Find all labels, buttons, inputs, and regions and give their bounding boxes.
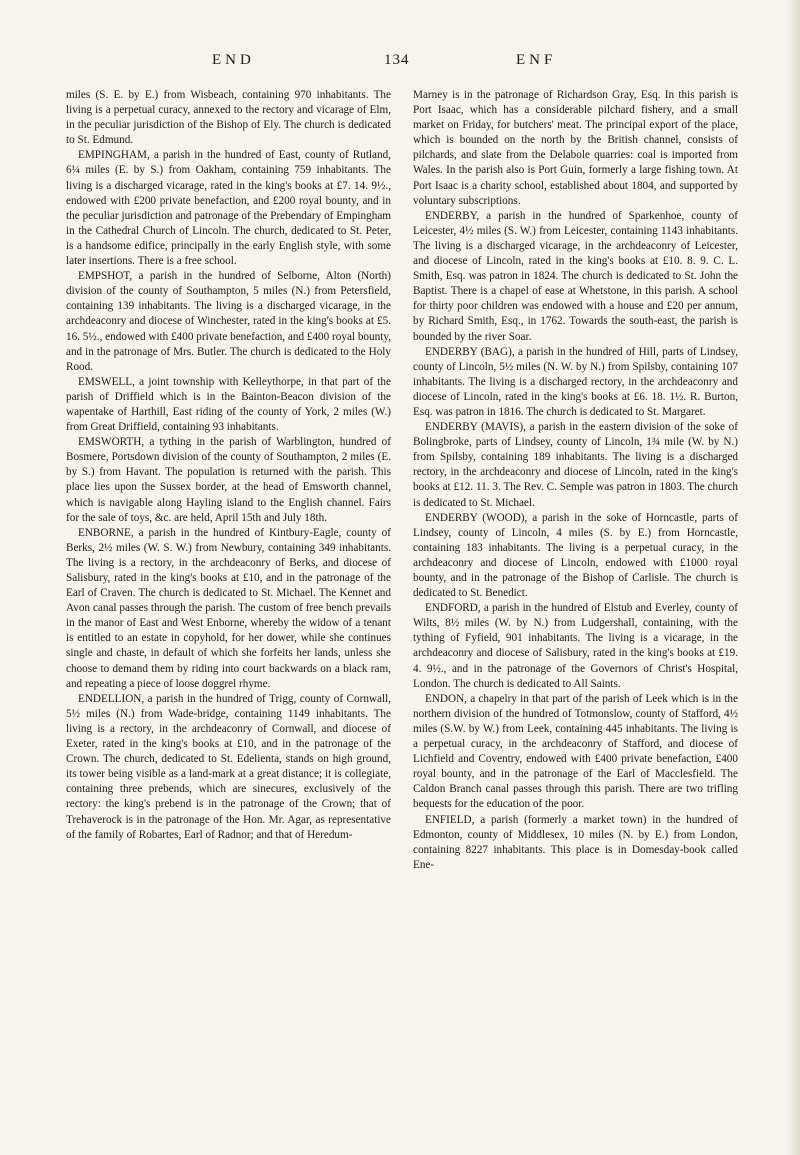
entry-empingham: EMPINGHAM, a parish in the hundred of East, county of Rutland, 6¼ miles (E. by S.) from Oakham, containing 759 inhabitants. The living is a discharged vicarage, rated in the king's books at £7. 14. 9½., endowed with £200 private benefaction, and £200 royal bounty, and in the peculiar jurisdiction and patronage of the Prebendary of Empingham in the Cathedral Church of Lincoln. The church, dedicated to St. Peter, is a handsome edifice, principally in the early English style, with some later insertions. There is a free school.	[66, 149, 391, 268]
entry-endford: ENDFORD, a parish in the hundred of Elstub and Everley, county of Wilts, 8½ miles (W. by N.) from Ludgershall, containing, with the tything of Fyfield, 901 inhabitants. The living is a vicarage, in the archdeaconry and diocese of Salisbury, rated in the king's books at £19. 4. 9½., and in the patronage of the Governors of Christ's Hospital, London. The church is dedicated to All Saints.	[413, 602, 738, 690]
entry-enderby-bag: ENDERBY (BAG), a parish in the hundred of Hill, parts of Lindsey, county of Lincoln, 5½ miles (N. W. by N.) from Spilsby, containing 107 inhabitants. The living is a discharged rectory, in the archdeaconry and diocese of Lincoln, rated in the king's books at £6. 18. 1½. R. Burton, Esq. was patron in 1816. The church is dedicated to St. Margaret.	[413, 345, 738, 418]
entry-enderby: ENDERBY, a parish in the hundred of Sparkenhoe, county of Leicester, 4½ miles (S. W.) from Leicester, containing 1143 inhabitants. The living is a discharged vicarage, in the archdeaconry of Leicester, and diocese of Lincoln, rated in the king's books at £10. 8. 9. C. L. Smith, Esq. was patron in 1824. The church is dedicated to St. John the Baptist. There is a chapel of ease at Whetstone, in this parish. A school for thirty poor children was endowed with a house and £20 per annum, by Richard Smith, Esq., in 1762. Towards the south-east, the parish is bounded by the river Soar.	[413, 209, 738, 343]
entry-emswell: EMSWELL, a joint township with Kelleythorpe, in that part of the parish of Driffield which is in the Bainton-Beacon division of the wapentake of Harthill, East riding of the county of York, 2 miles (W.) from Great Driffield, containing 93 inhabitants.	[66, 375, 391, 434]
running-header	[0, 52, 800, 76]
entry-paragraph: miles (S. E. by E.) from Wisbeach, containing 970 inhabitants. The living is a perpetual curacy, annexed to the rectory and vicarage of Elm, in the peculiar jurisdiction of the Bishop of Ely. The church is dedicated to St. Edmund.	[66, 89, 391, 147]
entry-endellion: ENDELLION, a parish in the hundred of Trigg, county of Cornwall, 5½ miles (N.) from Wade-bridge, containing 1149 inhabitants. The living is a rectory, in the archdeaconry of Cornwall, and diocese of Exeter, rated in the king's books at £10, and in the patronage of the Crown. The church, dedicated to St. Edelienta, stands on high ground, its tower being visible as a land-mark at a great distance; it is collegiate, containing three prebends, which are sinecures, exclusively of the rectory: the king's prebend is in the patronage of the Crown; that of Trehaverock is in the patronage of the Hon. Mr. Agar, as representative of the family of Robartes, Earl of Radnor; and that of Heredum-	[66, 692, 391, 841]
entry-endon: ENDON, a chapelry in that part of the parish of Leek which is in the northern division of the hundred of Totmonslow, county of Stafford, 4½ miles (S.W. by W.) from Leek, containing 445 inhabitants. The living is a perpetual curacy, in the archdeaconry of Stafford, and diocese of Lichfield and Coventry, endowed with £400 private benefaction, £400 royal bounty, and in the patronage of the Earl of Macclesfield. The Caldon Branch canal passes through this parish. There are two trifling bequests for the education of the poor.	[413, 692, 738, 811]
entry-emsworth: EMSWORTH, a tything in the parish of Warblington, hundred of Bosmere, Portsdown division of the county of Southampton, 2 miles (E. by S.) from Havant. The population is returned with the parish. This place lies upon the Sussex border, at the head of Emsworth channel, which is navigable along Hayling island to the English channel. Fairs for the sale of toys, &c. are held, April 15th and July 18th.	[66, 436, 391, 524]
page-number: 134	[384, 52, 410, 68]
header-right-word: ENF	[516, 52, 557, 68]
entry-enderby-mavis: ENDERBY (MAVIS), a parish in the eastern division of the soke of Bolingbroke, parts of Lindsey, county of Lincoln, 1¾ mile (W. by N.) from Spilsby, containing 189 inhabitants. The living is a discharged rectory, in the archdeaconry and diocese of Lincoln, rated in the king's books at £12. 11. 3. The Rev. C. Semple was patron in 1803. The church is dedicated to St. Michael.	[413, 421, 738, 509]
entry-enfield: ENFIELD, a parish (formerly a market town) in the hundred of Edmonton, county of Middlesex, 10 miles (N. by E.) from London, containing 8227 inhabitants. This place is in Domesday-book called Ene-	[413, 813, 738, 871]
entry-paragraph: Marney is in the patronage of Richardson Gray, Esq. In this parish is Port Isaac, which has a considerable pilchard fishery, and a small market on Friday, for butchers' meat. The principal export of the place, which is bounded on the north by the British channel, consists of pilchards, and slate from the Delabole quarries: coal is imported from Wales. In the parish also is Port Guin, formerly a large fishing town. At Port Isaac is a charity school, established about 1804, and supported by voluntary subscriptions.	[413, 89, 738, 207]
page-edge-shadow	[786, 0, 800, 1155]
left-column	[66, 88, 391, 843]
entry-enderby-wood: ENDERBY (WOOD), a parish in the soke of Horncastle, parts of Lindsey, county of Lincoln, 4 miles (S. by E.) from Horncastle, containing 183 inhabitants. The living is a perpetual curacy, in the archdeaconry and diocese of Lincoln, endowed with £1000 royal bounty, and in the patronage of the Bishop of Carlisle. The church is dedicated to St. Benedict.	[413, 511, 738, 600]
header-left-word: END	[212, 52, 255, 68]
right-column	[413, 88, 738, 873]
entry-enborne: ENBORNE, a parish in the hundred of Kintbury-Eagle, county of Berks, 2½ miles (W. S. W.) from Newbury, containing 349 inhabitants. The living is a rectory, in the archdeaconry of Berks, and diocese of Salisbury, rated in the king's books at £10, and in the patronage of the Earl of Craven. The church is dedicated to St. Michael. The Kennet and Avon canal passes through the parish. The custom of free bench prevails in the manor of East and West Enborne, whereby the widow of a tenant is entitled to an estate in copyhold, for her dower, while she continues single and chaste, in default of which she forfeits her lands, unless she choose to demand them by riding into court backwards on a black ram, and repeating a piece of loose doggrel rhyme.	[66, 526, 391, 690]
entry-empshot: EMPSHOT, a parish in the hundred of Selborne, Alton (North) division of the county of Southampton, 5 miles (N.) from Petersfield, containing 139 inhabitants. The living is a discharged vicarage, in the archdeaconry and diocese of Winchester, rated in the king's books at £5. 16. 5½., endowed with £400 private benefaction, and £400 royal bounty, and in the patronage of Mrs. Butler. The church is dedicated to the Holy Rood.	[66, 270, 391, 373]
